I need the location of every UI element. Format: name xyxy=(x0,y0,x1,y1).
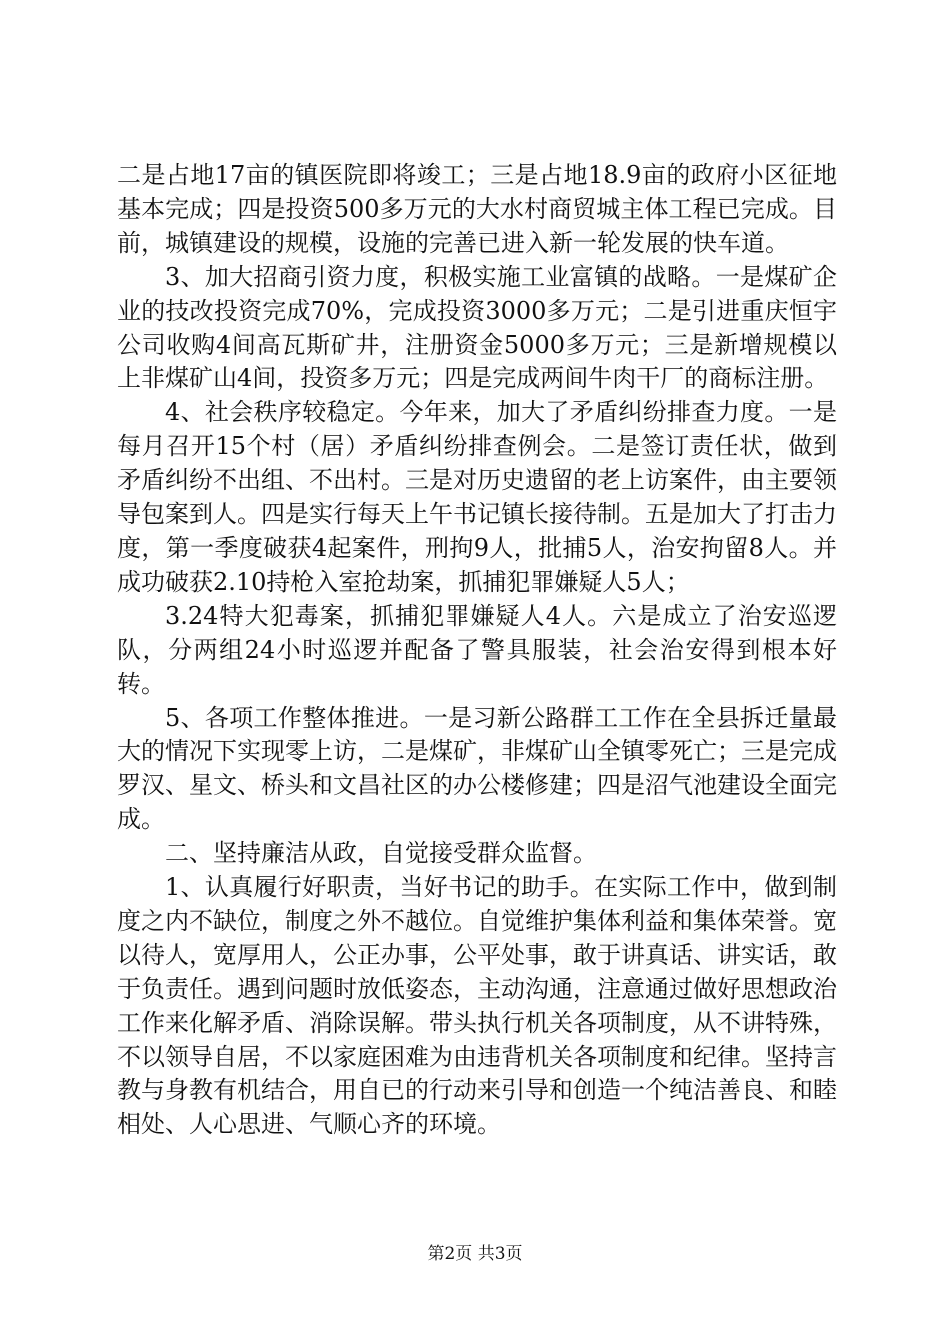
page-footer: 第2页 共3页 xyxy=(427,1244,523,1264)
paragraph-6: 1、认真履行好职责，当好书记的助手。在实际工作中，做到制度之内不缺位，制度之外不越位。自觉维护集体利益和集体荣誉。宽以待人，宽厚用人，公正办事，公平处事，敢于讲真话、讲实话，敢于负责任。遇到问题时放低姿态，主动沟通，注意通过做好思想政治工作来化解矛盾、消除误解。带头执行机关各项制度，从不讲特殊，不以领导自居，不以家庭困难为由违背机关各项制度和纪律。坚持言教与身教有机结合，用自已的行动来引导和创造一个纯洁善良、和睦相处、人心思进、气顺心齐的环境。 xyxy=(117,873,837,1139)
paragraph-2: 3、加大招商引资力度，积极实施工业富镇的战略。一是煤矿企业的技改投资完成70%，完成投资3000多万元；二是引进重庆恒宇公司收购4间高瓦斯矿井，注册资金5000多万元；三是新增规模以上非煤矿山4间，投资多万元；四是完成两间牛肉干厂的商标注册。 xyxy=(117,262,837,393)
paragraph-5: 5、各项工作整体推进。一是习新公路群工工作在全县拆迁量最大的情况下实现零上访，二是煤矿，非煤矿山全镇零死亡；三是完成罗汉、星文、桥头和文昌社区的办公楼修建；四是沼气池建设全面完成。 xyxy=(117,703,837,834)
paragraph-3: 4、社会秩序较稳定。今年来，加大了矛盾纠纷排查力度。一是每月召开15个村（居）矛盾纠纷排查例会。二是签订责任状，做到矛盾纠纷不出组、不出村。三是对历史遗留的老上访案件，由主要领导包案到人。四是实行每天上午书记镇长接待制。五是加大了打击力度，第一季度破获4起案件，刑拘9人，批捕5人，治安拘留8人。并成功破获2.10持枪入室抢劫案，抓捕犯罪嫌疑人5人； xyxy=(117,398,837,596)
section-heading: 二、坚持廉洁从政，自觉接受群众监督。 xyxy=(165,839,597,868)
document-body xyxy=(117,159,837,1142)
paragraph-4: 3.24特大犯毒案，抓捕犯罪嫌疑人4人。六是成立了治安巡逻队，分两组24小时巡逻并配备了警具服装，社会治安得到根本好转。 xyxy=(117,601,837,698)
paragraph-1: 二是占地17亩的镇医院即将竣工；三是占地18.9亩的政府小区征地基本完成；四是投资500多万元的大水村商贸城主体工程已完成。目前，城镇建设的规模，设施的完善已进入新一轮发展的快车道。 xyxy=(117,161,837,257)
